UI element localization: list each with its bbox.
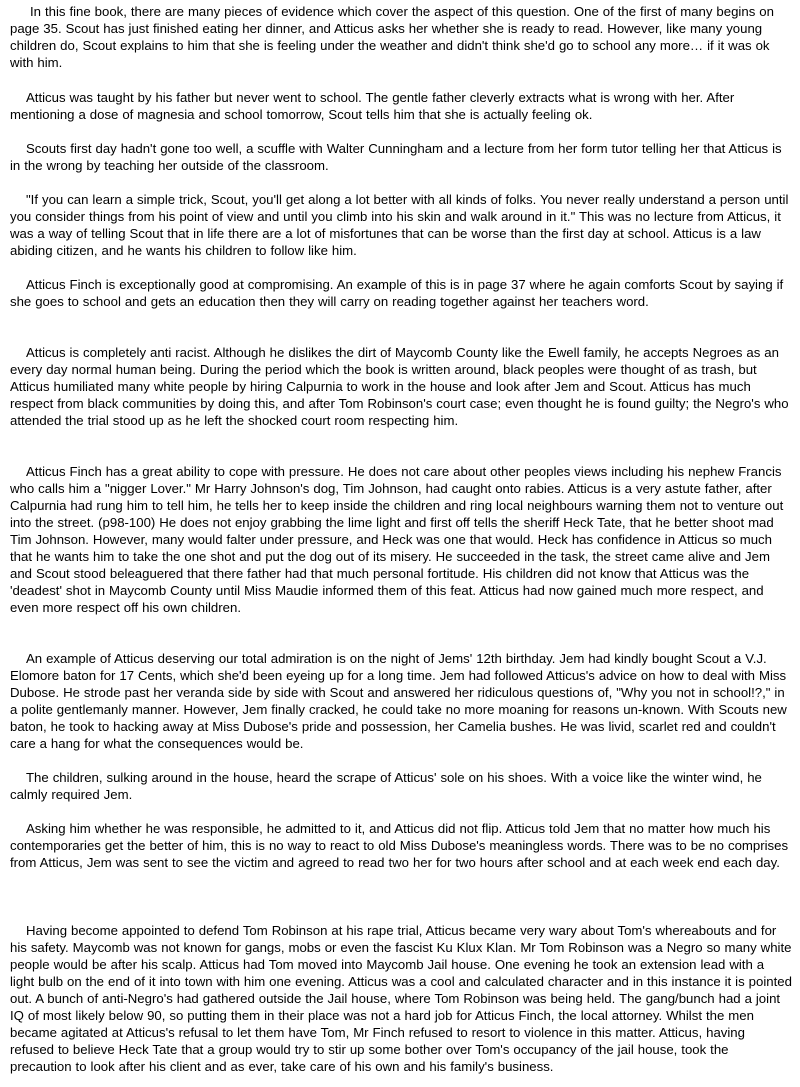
paragraph-jem-responsible: Asking him whether he was responsible, he admitted to it, and Atticus did not flip. Atticus told Jem that no matter how much his contemporaries get the better of him, this is no way to react to old Miss Dubose's meaningless words. There was to be no comprises from Atticus, Jem was sent to see the victim and agreed to read two her for two hours after school and at each week end each day. (10, 821, 789, 870)
paragraph-tom-robinson-trial: Having become appointed to defend Tom Robinson at his rape trial, Atticus became very wary about Tom's whereabouts and for his safety. Maycomb was not known for gangs, mobs or even the fascist Ku Klux Klan. Mr Tom Robinson was a Negro so many white people would be after his scalp. Atticus had Tom moved into Maycomb Jail house. One evening he took an extension lead with a light bulb on the end of it into town with him one evening. Atticus was a cool and calculated character and in this instance it is pointed out. A bunch of anti-Negro's had gathered outside the Jail house, where Tom Robinson was being held. The gang/bunch had a joint IQ of most likely below 90, so putting them in their place was not a hard job for Atticus Finch, the local attorney. Whilst the men became agitated at Atticus's refusal to let them have Tom, Mr Finch refused to resort to violence in this matter. Atticus, having refused to believe Heck Tate that a group would try to stir up some bother over Tom's occupancy of the jail house, took the precaution to look after his client and as ever, take care of his own and his family's business. (10, 923, 792, 1074)
paragraph-anti-racist: Atticus is completely anti racist. Although he dislikes the dirt of Maycomb County like the Ewell family, he accepts Negroes as an every day normal human being. During the period which the book is written around, black peoples were thought of as trash, but Atticus humiliated many white people by hiring Calpurnia to work in the house and look after Jem and Scout. Atticus has much respect from black communities by doing this, and after Tom Robinson's court case; even thought he is found guilty; the Negro's who attended the trial stood up as he left the shocked court room respecting him. (10, 345, 789, 428)
paragraph-scouts-first-day: Scouts first day hadn't gone too well, a scuffle with Walter Cunningham and a lecture from her form tutor telling her that Atticus is in the wrong by teaching her outside of the classroom. (10, 141, 782, 173)
paragraph-jems-birthday: An example of Atticus deserving our total admiration is on the night of Jems' 12th birthday. Jem had kindly bought Scout a V.J. Elomore baton for 17 Cents, which she'd been eyeing up for a long time. Jem had followed Atticus's advice on how to deal with Miss Dubose. He strode past her veranda side by side with Scout and answered her ridiculous questions of, "Why you not in school!?," in a polite gentlemanly manner. However, Jem finally cracked, he could take no more moaning for reasons un-known. With Scouts new baton, he took to hacking away at Miss Dubose's pride and possession, her Camelia bushes. He was livid, scarlet red and couldn't care a hang for what the consequences would be. (10, 651, 787, 751)
paragraph-simple-trick-quote: "If you can learn a simple trick, Scout, you'll get along a lot better with all kinds of folks. You never really understand a person until you consider things from his point of view and until you climb into his skin and walk around in it." This was no lecture from Atticus, it was a way of telling Scout that in life there are a lot of misfortunes that can be worse than the first day at school. Atticus is a law abiding citizen, and he wants his children to follow like him. (10, 192, 789, 258)
paragraph-taught-by-father: Atticus was taught by his father but never went to school. The gentle father cleverly extracts what is wrong with her. After mentioning a dose of magnesia and school tomorrow, Scout tells him that she is actually feeling ok. (10, 90, 735, 122)
paragraph-children-sulking: The children, sulking around in the house, heard the scrape of Atticus' sole on his shoes. With a voice like the winter wind, he calmly required Jem. (10, 770, 762, 802)
paragraph-compromising: Atticus Finch is exceptionally good at compromising. An example of this is in page 37 where he again comforts Scout by saying if she goes to school and gets an education then they will carry on reading together against her teachers word. (10, 277, 784, 309)
paragraph-evidence-page-35: In this fine book, there are many pieces of evidence which cover the aspect of this question. One of the first of many begins on page 35. Scout has just finished eating her dinner, and Atticus asks her whether she is ready to read. However, like many young children do, Scout explains to him that she is feeling under the weather and didn't think she'd go to school any more… if it was ok with him. (10, 4, 774, 70)
paragraph-coping-with-pressure: Atticus Finch has a great ability to cope with pressure. He does not care about other peoples views including his nephew Francis who calls him a "nigger Lover." Mr Harry Johnson's dog, Tim Johnson, had caught onto rabies. Atticus is a very astute father, after Calpurnia had rung him to tell him, he tells her to keep inside the children and ring local neighbours warning them not to venture out into the street. (p98-100) He does not enjoy grabbing the lime light and first off tells the sheriff Heck Tate, that he better shoot mad Tim Johnson. However, many would falter under pressure, and Heck was one that would. Heck has confidence in Atticus so much that he wants him to take the one shot and put the dog out of its misery. He succeeded in the task, the street came alive and Jem and Scout stood beleaguered that there father had that much personal fortitude. His children did not know that Atticus was the 'deadest' shot in Maycomb County until Miss Maudie informed them of this feat. Atticus had now gained much more respect, and even more respect off his own children. (10, 464, 784, 615)
